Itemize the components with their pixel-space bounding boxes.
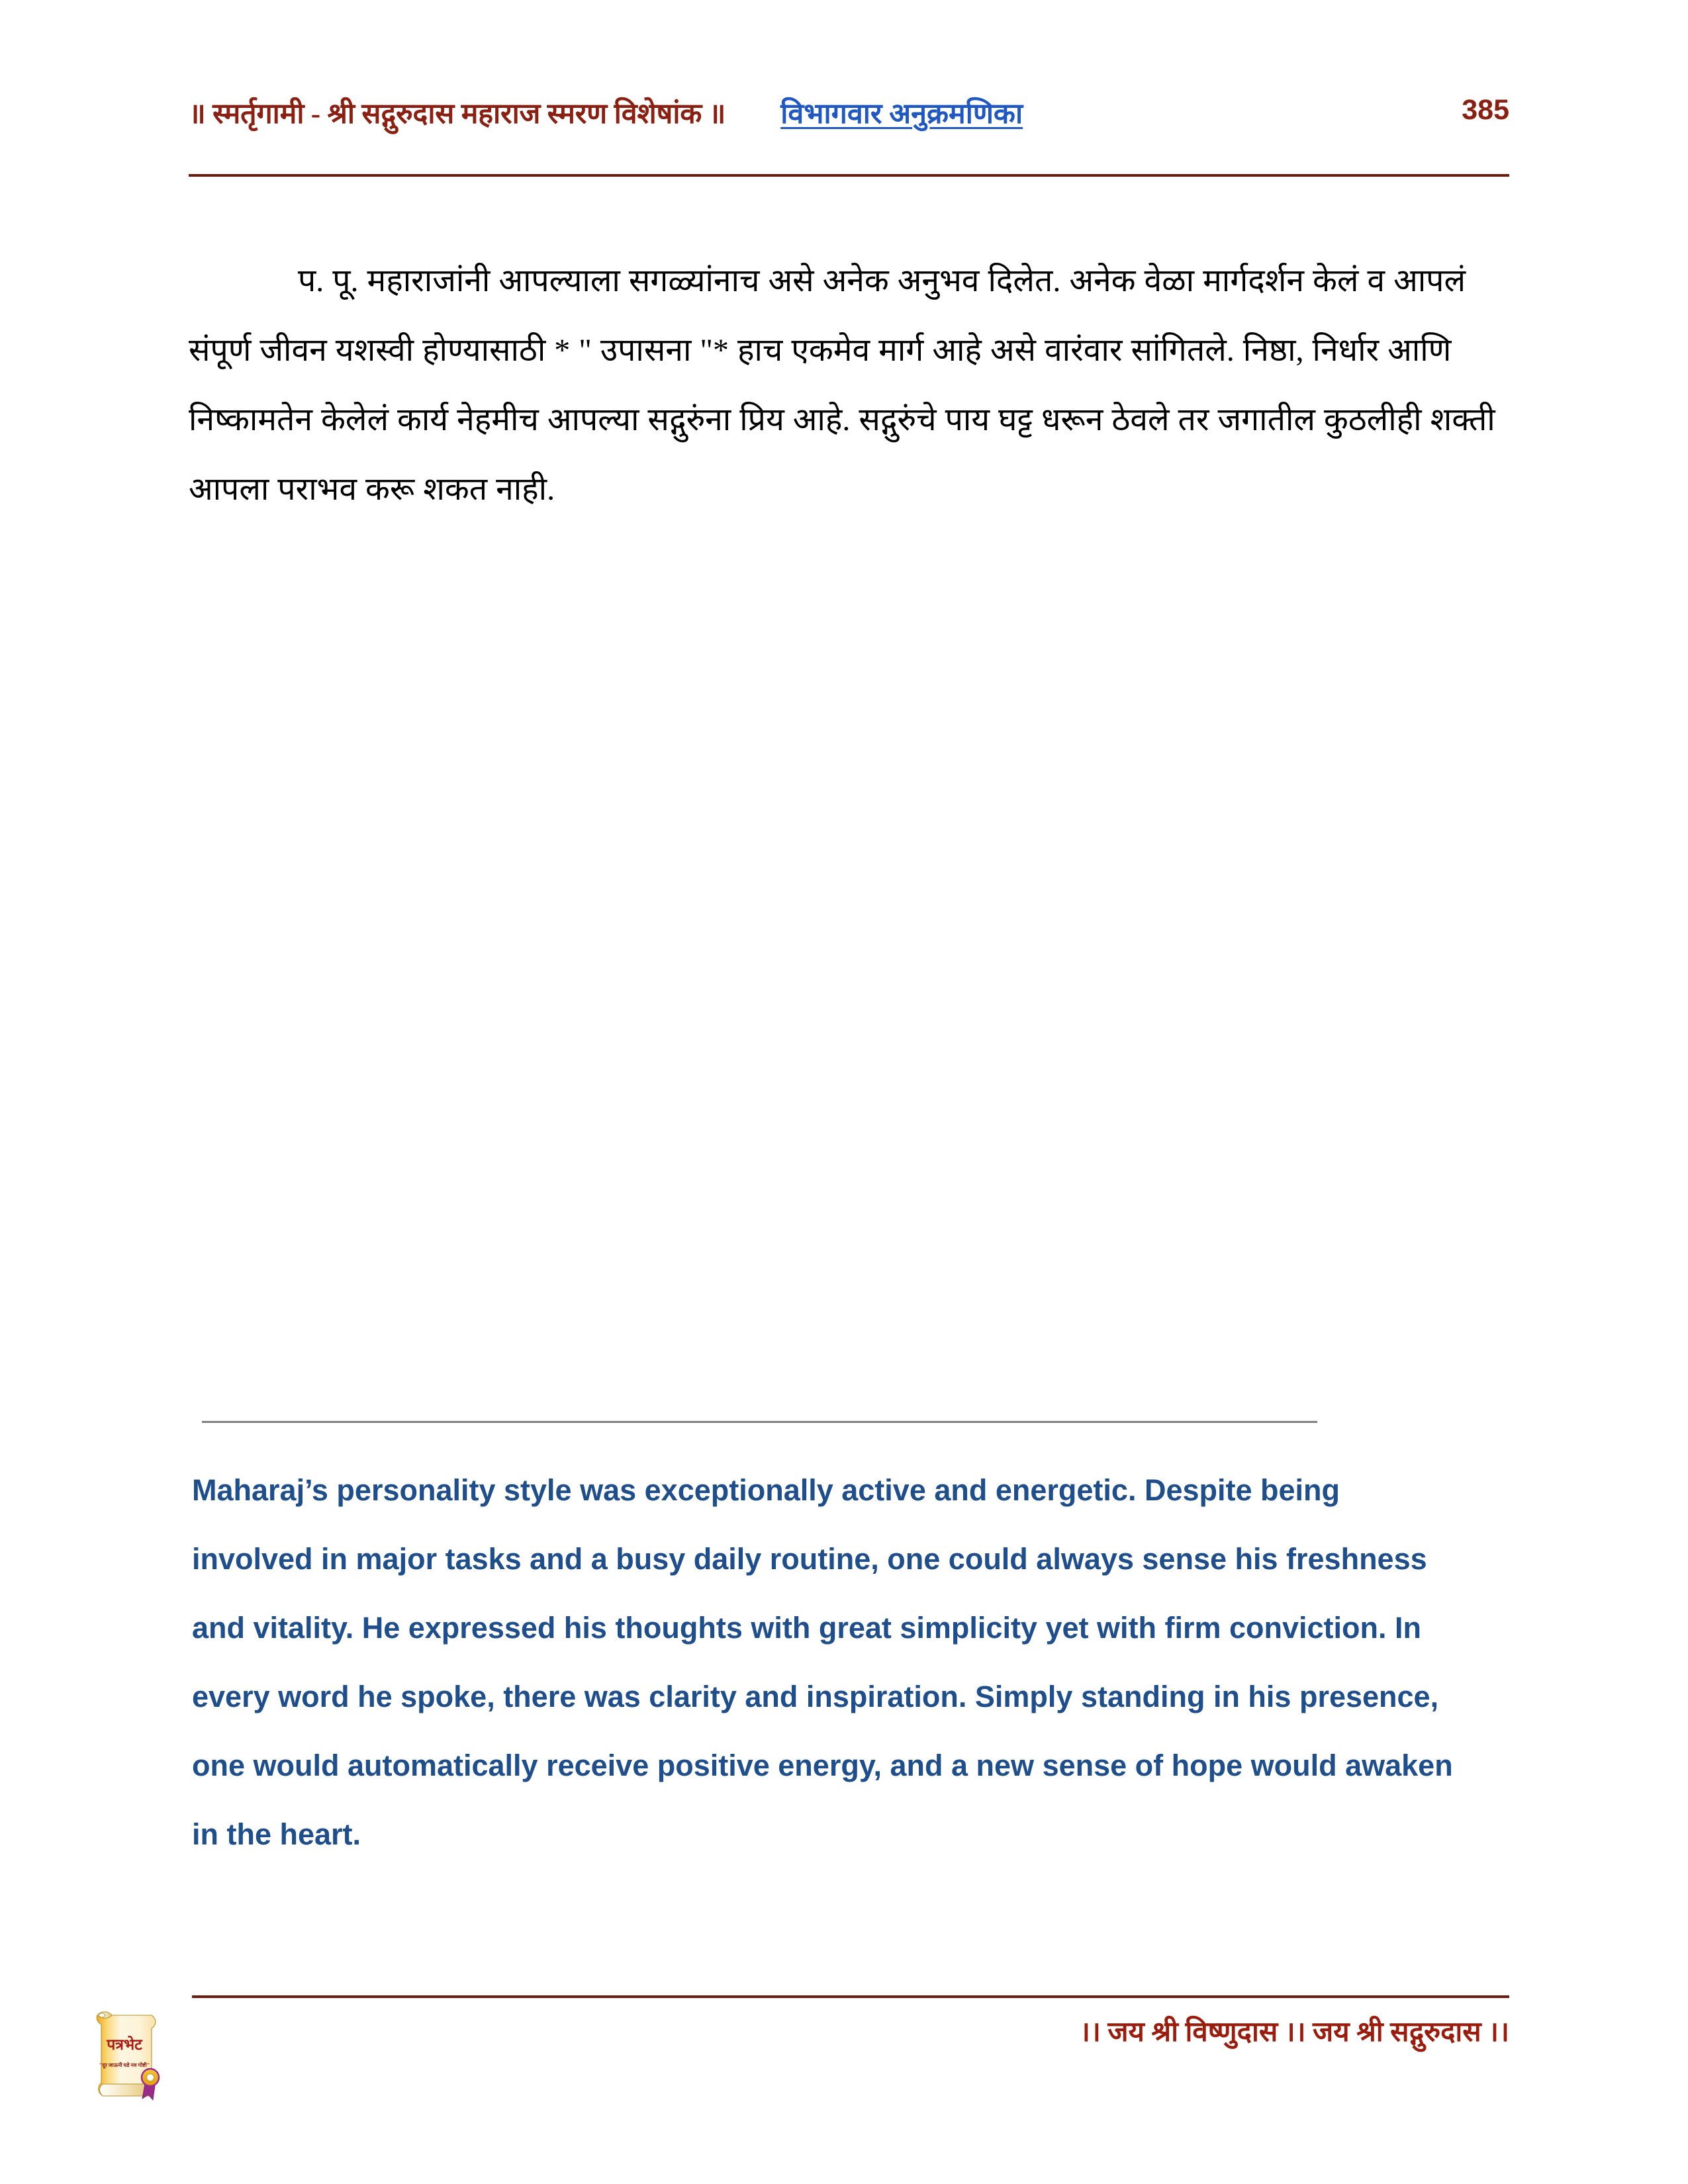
section-divider (202, 1421, 1317, 1423)
page-header (189, 93, 1509, 132)
marathi-content-block (189, 246, 1509, 524)
scroll-bottom-curl (100, 2084, 150, 2096)
english-content-block (192, 1456, 1453, 1869)
header-title: ॥ स्मर्तृगामी - श्री सद्गुरुदास महाराज स्मरण विशेषांक ॥ (189, 99, 726, 130)
patrabhet-logo (83, 2002, 169, 2101)
ribbon-icon (142, 2069, 159, 2100)
page-number: 385 (1462, 94, 1509, 126)
footer-divider (192, 1995, 1509, 1998)
english-paragraph: Maharaj’s personality style was exceptionally active and energetic. Despite being involved in major tasks and a busy daily routine, one could always sense his freshness and vitality. He expressed his thoughts with great simplicity yet with firm conviction. In every word he spoke, there was clarity and inspiration. Simply standing in his presence, one would automatically receive positive energy, and a new sense of hope would awaken in the heart. (192, 1473, 1453, 1851)
index-link[interactable]: विभागवार अनुक्रमणिका (780, 99, 1023, 130)
footer-blessing-text: ।। जय श्री विष्णुदास ।। जय श्री सद्गुरुदास ।। (1080, 2017, 1509, 2048)
scroll-icon (83, 2002, 169, 2101)
marathi-paragraph: प. पू. महाराजांनी आपल्याला सगळ्यांनाच असे अनेक अनुभव दिलेत. अनेक वेळा मार्गदर्शन केलं व आपलं संपूर्ण जीवन यशस्वी होण्यासाठी * " उपासना "* हाच एकमेव मार्ग आहे असे वारंवार सांगितले. निष्ठा, निर्धार आणि निष्कामतेन केलेलं कार्य नेहमीच आपल्या सद्गुरुंना प्रिय आहे. सद्गुरुंचे पाय घट्ट धरून ठेवले तर जगातील कुठलीही शक्ती आपला पराभव करू शकत नाही. (189, 263, 1495, 507)
logo-tagline: "दूर जाऊनी घडे नव गोष्टी" (99, 2062, 150, 2068)
header-divider (189, 174, 1509, 177)
logo-title: पत्रभेट (107, 2036, 142, 2053)
scroll-curl-hole (99, 2013, 105, 2017)
